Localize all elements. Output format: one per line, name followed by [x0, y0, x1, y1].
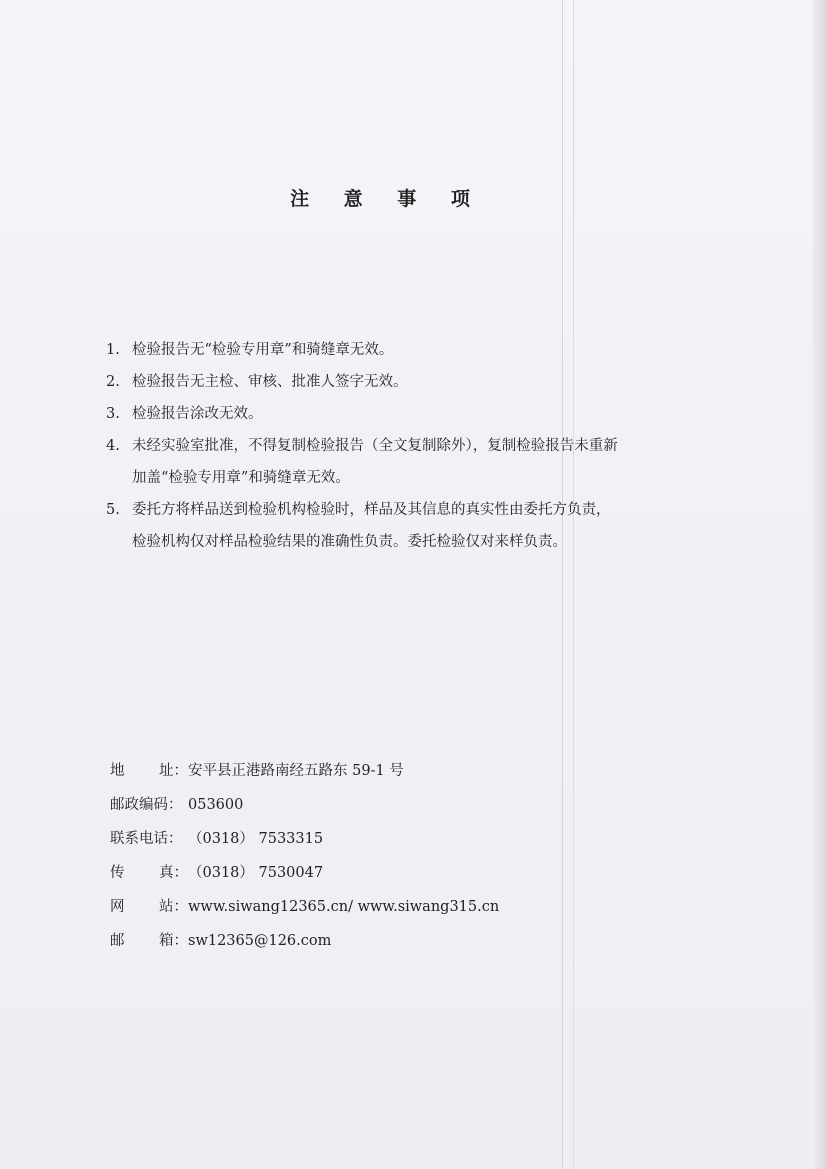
notice-number — [106, 526, 132, 558]
address-label — [110, 758, 188, 792]
email-label-part: 箱： — [159, 933, 188, 949]
email-label — [110, 928, 188, 962]
phone-label: 联系电话： — [110, 831, 183, 847]
address-value: 安平县正港路南经五路东 59-1 号 — [188, 763, 404, 779]
address-row — [110, 758, 499, 792]
notice-text: 检验报告涂改无效。 — [132, 406, 263, 422]
notice-number: 4. — [106, 438, 120, 454]
notice-number: 3. — [106, 406, 120, 422]
phone-value: （0318） 7533315 — [188, 831, 324, 847]
address-label-part: 址： — [159, 763, 188, 779]
notice-text: 加盖“检验专用章”和骑缝章无效。 — [132, 470, 350, 486]
fold-line — [562, 0, 563, 1169]
fold-line-secondary — [573, 0, 574, 1169]
page-edge — [812, 0, 826, 1169]
website-label — [110, 894, 188, 928]
website-label-part: 站： — [159, 899, 188, 915]
fax-value: （0318） 7530047 — [188, 865, 324, 881]
email-row — [110, 928, 499, 962]
notice-number: 5. — [106, 502, 120, 518]
notice-number: 1. — [106, 342, 120, 358]
website-value: www.siwang12365.cn/ www.siwang315.cn — [188, 899, 500, 915]
notice-text: 未经实验室批准，不得复制检验报告（全文复制除外），复制检验报告未重新 — [132, 438, 618, 454]
notice-item-continuation — [106, 526, 706, 558]
notice-item — [106, 334, 706, 366]
fax-label — [110, 860, 188, 894]
notice-item — [106, 430, 706, 462]
address-label-part: 地 — [110, 763, 125, 779]
notice-item-continuation — [106, 462, 706, 494]
notice-number — [106, 462, 132, 494]
fax-row — [110, 860, 499, 894]
contact-info — [110, 758, 499, 962]
notice-item — [106, 398, 706, 430]
notice-text: 检验机构仅对样品检验结果的准确性负责。委托检验仅对来样负责。 — [132, 534, 567, 550]
notice-item — [106, 494, 706, 526]
notice-list — [106, 334, 706, 558]
website-row — [110, 894, 499, 928]
phone-row — [110, 826, 499, 860]
notice-number: 2. — [106, 374, 120, 390]
postcode-row — [110, 792, 499, 826]
notice-text: 检验报告无主检、审核、批准人签字无效。 — [132, 374, 408, 390]
postcode-label: 邮政编码： — [110, 797, 183, 813]
website-label-part: 网 — [110, 899, 125, 915]
email-label-part: 邮 — [110, 933, 125, 949]
postcode-value: 053600 — [188, 797, 244, 813]
email-value: sw12365@126.com — [188, 933, 332, 949]
notice-text: 委托方将样品送到检验机构检验时，样品及其信息的真实性由委托方负责， — [132, 502, 611, 518]
fax-label-part: 传 — [110, 865, 125, 881]
notice-text: 检验报告无“检验专用章”和骑缝章无效。 — [132, 342, 394, 358]
notice-item — [106, 366, 706, 398]
fax-label-part: 真： — [159, 865, 188, 881]
document-title: 注 意 事 项 — [290, 188, 484, 210]
